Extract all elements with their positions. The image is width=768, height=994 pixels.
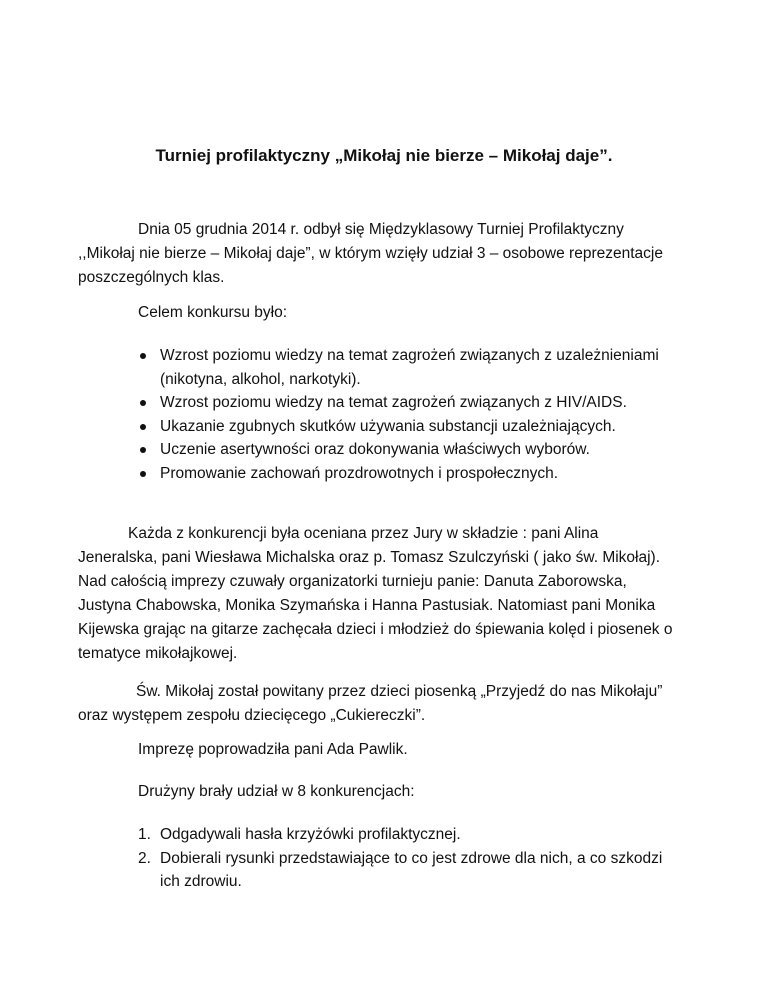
list-item: Wzrost poziomu wiedzy na temat zagrożeń związanych z HIV/AIDS. [138,391,678,415]
list-item [138,847,678,894]
host-line: Imprezę poprowadziła pani Ada Pawlik. [138,741,408,758]
list-item: Wzrost poziomu wiedzy na temat zagrożeń związanych z uzależnieniami (nikotyna, alkohol, narkotyki). [138,344,678,391]
goals-heading: Celem konkursu było: [138,304,288,321]
list-item [138,823,678,847]
list-text: Odgadywali hasła krzyżówki profilaktycznej. [160,826,461,843]
list-number: 2. [138,849,151,867]
list-item: Promowanie zachowań prozdrowotnych i prospołecznych. [138,462,678,486]
jury-paragraph: Każda z konkurencji była oceniana przez Jury w składzie : pani Alina Jeneralska, pani Wiesława Michalska oraz p. Tomasz Szulczyński ( jako św. Mikołaj). Nad całością imprezy czuwały organizatorki turnieju panie: Danuta Zaborowska, Justyna Chabowska, Monika Szymańska i Hanna Pastusiak. Natomiast pani Monika Kijewska grając na gitarze zachęcała dzieci i młodzież do śpiewania kolęd i piosenek o tematyce mikołajkowej. [78,525,673,662]
list-item: Ukazanie zgubnych skutków używania substancji uzależniających. [138,415,678,439]
goals-list [138,344,678,486]
list-text: Dobierali rysunki przedstawiające to co jest zdrowe dla nich, a co szkodzi ich zdrowiu. [160,849,663,891]
document-title: Turniej profilaktyczny „Mikołaj nie bierze – Mikołaj daje”. [155,146,613,165]
competitions-list [138,823,678,894]
welcome-paragraph: Św. Mikołaj został powitany przez dzieci piosenką „Przyjedź do nas Mikołaju” oraz występem zespołu dziecięcego „Cukiereczki”. [78,683,663,724]
teams-line: Drużyny brały udział w 8 konkurencjach: [138,783,415,800]
list-number: 1. [138,826,151,843]
intro-paragraph: Dnia 05 grudnia 2014 r. odbył się Międzyklasowy Turniej Profilaktyczny ,,Mikołaj nie bierze – Mikołaj daje”, w którym wzięły udział 3 – osobowe reprezentacje poszczególnych klas. [78,221,663,286]
list-item: Uczenie asertywności oraz dokonywania właściwych wyborów. [138,438,678,462]
